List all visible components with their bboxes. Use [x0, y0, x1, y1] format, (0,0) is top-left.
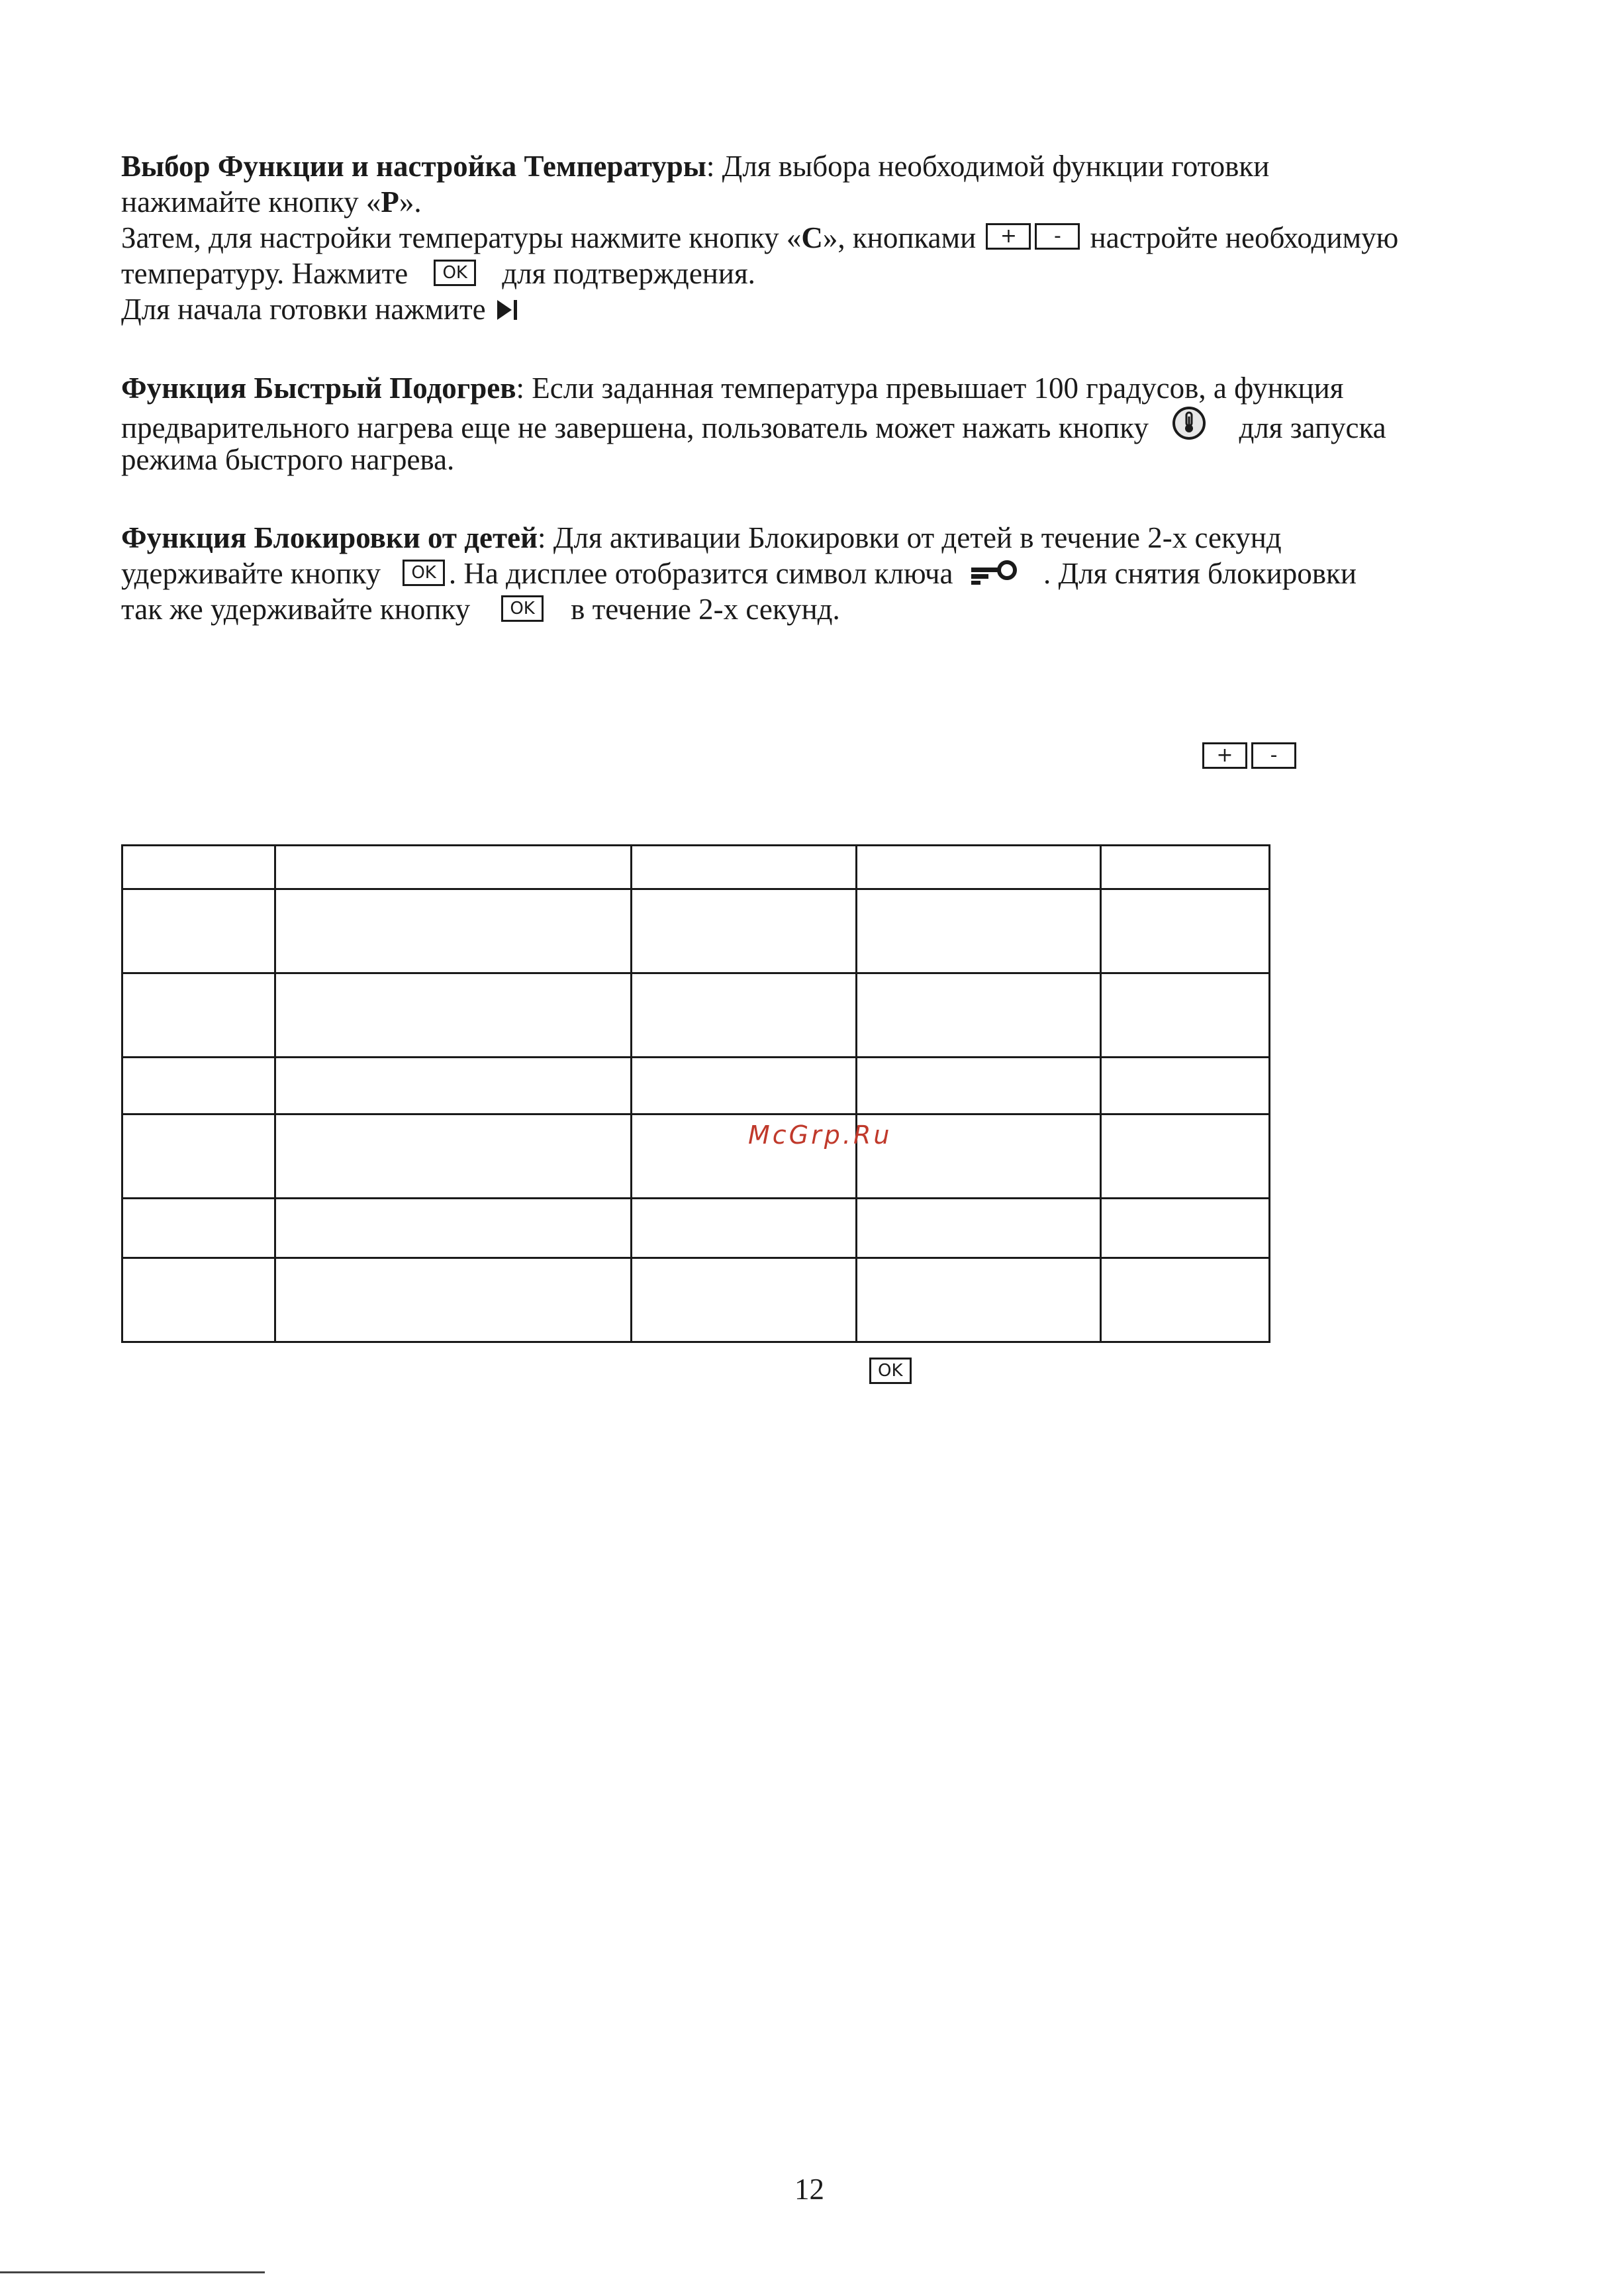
table-cell	[275, 889, 632, 973]
lock-line-2-text-a: удерживайте кнопку	[121, 557, 381, 590]
table-cell	[122, 846, 275, 889]
table-cell	[275, 1199, 632, 1258]
table-row	[122, 1114, 1270, 1199]
table-cell	[122, 973, 275, 1058]
table-cell	[857, 1199, 1101, 1258]
key-icon	[970, 560, 1020, 586]
table-cell	[632, 846, 857, 889]
lock-line-3-text-a: так же удерживайте кнопку	[121, 593, 471, 626]
table-cell	[275, 1258, 632, 1342]
table-cell	[1101, 1114, 1270, 1199]
fast-line-3	[121, 442, 1511, 477]
minus-button-icon: -	[1251, 742, 1296, 769]
temp-line-5	[121, 291, 1511, 327]
table-cell	[1101, 1199, 1270, 1258]
table-cell	[1101, 973, 1270, 1058]
table-cell	[275, 973, 632, 1058]
section-child-lock	[121, 520, 1511, 627]
fast-line-2-text-b: для запуска	[1239, 411, 1386, 444]
function-table	[121, 844, 1270, 1343]
bottom-rule	[0, 2271, 265, 2273]
temp-line-3-text-b: », кнопками	[822, 221, 977, 254]
plus-button-icon: +	[1202, 742, 1247, 769]
table-cell	[632, 973, 857, 1058]
table-cell	[632, 1199, 857, 1258]
lock-line-2-text-c: . Для снятия блокировки	[1043, 557, 1357, 590]
table-row	[122, 889, 1270, 973]
watermark: McGrp.Ru	[748, 1120, 892, 1150]
plus-minus-buttons	[986, 223, 1080, 250]
ok-button-icon: OK	[403, 560, 445, 586]
table-row	[122, 1058, 1270, 1114]
table-cell	[857, 973, 1101, 1058]
table-cell	[122, 1258, 275, 1342]
play-pause-icon	[496, 298, 518, 322]
table-row	[122, 1199, 1270, 1258]
ok-button-icon: OK	[434, 260, 476, 286]
lock-heading: Функция Блокировки от детей	[121, 521, 538, 554]
table-row	[122, 973, 1270, 1058]
fast-heading: Функция Быстрый Подогрев	[121, 371, 516, 405]
table-cell	[275, 1058, 632, 1114]
table-row	[122, 1258, 1270, 1342]
table-cell	[857, 1114, 1101, 1199]
table-cell	[857, 889, 1101, 973]
lock-line-1	[121, 520, 1511, 556]
plus-button-icon: +	[986, 223, 1031, 250]
table-cell	[1101, 889, 1270, 973]
table-cell	[632, 1258, 857, 1342]
table-cell	[122, 1199, 275, 1258]
table-cell	[857, 846, 1101, 889]
lock-line-2-text-b: . На дисплее отобразится символ ключа	[448, 557, 953, 590]
lock-line-1-text: : Для активации Блокировки от детей в течение 2-х секунд	[538, 521, 1282, 554]
table-cell	[1101, 1058, 1270, 1114]
minus-button-icon: -	[1035, 223, 1080, 250]
table-row	[122, 846, 1270, 889]
temp-line-1-text: : Для выбора необходимой функции готовки	[706, 150, 1270, 183]
temp-line-4-text-b: для подтверждения.	[502, 257, 755, 290]
lock-line-3-text-b: в течение 2-х секунд.	[571, 593, 840, 626]
table-cell	[122, 1058, 275, 1114]
fast-line-3-text: режима быстрого нагрева.	[121, 443, 455, 476]
table-cell	[632, 1058, 857, 1114]
table-cell	[632, 889, 857, 973]
temp-line-3	[121, 220, 1511, 256]
lock-line-3	[121, 591, 1511, 627]
fast-line-1-text: : Если заданная температура превышает 100 градусов, а функция	[516, 371, 1344, 405]
temp-line-2-text-a: нажимайте кнопку «	[121, 185, 381, 219]
temp-line-3-text-c: настройте необходимую	[1090, 221, 1399, 254]
table-cell	[857, 1258, 1101, 1342]
c-key-label: C	[801, 221, 823, 254]
fast-line-2	[121, 406, 1511, 442]
lock-line-2	[121, 556, 1511, 591]
table-cell	[122, 889, 275, 973]
temp-line-3-text-a: Затем, для настройки температуры нажмите кнопку «	[121, 221, 802, 254]
temp-heading: Выбор Функции и настройка Температуры	[121, 150, 706, 183]
table-cell	[122, 1114, 275, 1199]
thermometer-icon	[1170, 406, 1208, 440]
temp-line-5-text: Для начала готовки нажмите	[121, 293, 486, 326]
temp-line-2-text-b: ».	[399, 185, 422, 219]
table-cell	[275, 846, 632, 889]
page-number: 12	[794, 2173, 824, 2206]
temp-line-1	[121, 148, 1511, 184]
temp-line-4	[121, 256, 1511, 291]
table-cell	[275, 1114, 632, 1199]
p-key-label: P	[381, 185, 399, 219]
section-fast-heat	[121, 370, 1511, 477]
table-cell	[857, 1058, 1101, 1114]
ok-button-icon: OK	[501, 595, 544, 622]
temp-line-4-text-a: температуру. Нажмите	[121, 257, 408, 290]
table-cell	[1101, 1258, 1270, 1342]
section-temperature	[121, 148, 1511, 327]
ok-button-icon: OK	[869, 1358, 912, 1384]
plus-minus-standalone	[1202, 742, 1296, 769]
fast-line-1	[121, 370, 1511, 406]
table-cell	[1101, 846, 1270, 889]
temp-line-2	[121, 184, 1511, 220]
fast-line-2-text-a: предварительного нагрева еще не завершена, пользователь может нажать кнопку	[121, 411, 1149, 444]
